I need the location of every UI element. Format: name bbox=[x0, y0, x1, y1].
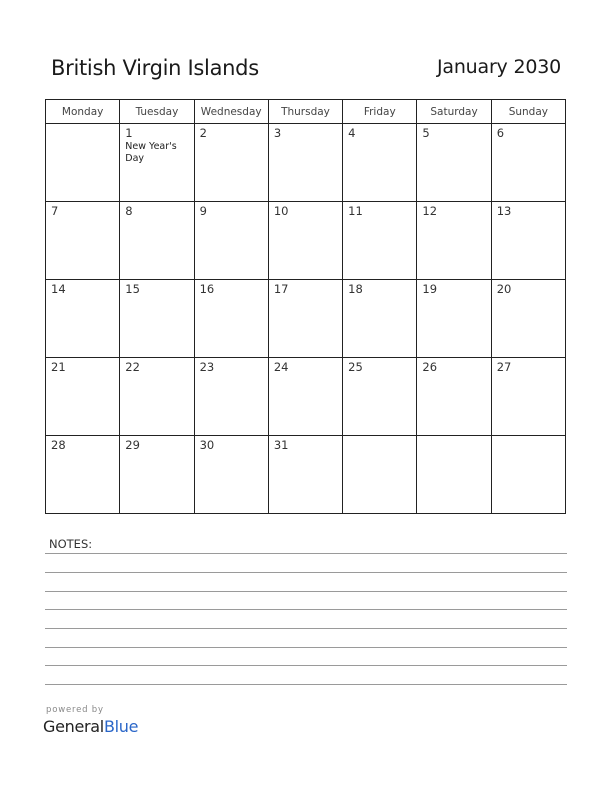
day-number: 6 bbox=[496, 126, 505, 140]
day-number: 12 bbox=[422, 204, 438, 218]
day-number: 14 bbox=[51, 282, 66, 296]
powered-by-text: powered by bbox=[46, 705, 104, 715]
brand-name-blue: Blue bbox=[103, 717, 139, 736]
day-cell bbox=[491, 124, 565, 202]
day-number: 23 bbox=[199, 360, 215, 374]
day-number: 16 bbox=[199, 282, 215, 296]
day-cell bbox=[268, 280, 342, 358]
notes-line bbox=[45, 572, 567, 573]
day-cell bbox=[194, 124, 268, 202]
day-number: 29 bbox=[125, 438, 140, 452]
day-cell bbox=[343, 358, 417, 436]
day-cell bbox=[194, 358, 268, 436]
day-number: 21 bbox=[51, 360, 66, 374]
weekday-header: Thursday bbox=[268, 100, 342, 124]
day-cell bbox=[46, 280, 120, 358]
weekday-header: Sunday bbox=[491, 100, 565, 124]
day-number: 2 bbox=[199, 126, 207, 140]
week-row bbox=[46, 124, 566, 202]
day-cell bbox=[194, 202, 268, 280]
day-number: 13 bbox=[496, 204, 512, 218]
day-number: 7 bbox=[51, 204, 59, 218]
day-cell bbox=[417, 358, 491, 436]
calendar-country-title: British Virgin Islands bbox=[51, 56, 259, 80]
day-number: 24 bbox=[273, 360, 289, 374]
day-number: 15 bbox=[125, 282, 140, 296]
day-number: 27 bbox=[496, 360, 512, 374]
brand-name-general: General bbox=[43, 717, 104, 736]
day-number: 20 bbox=[496, 282, 512, 296]
weekday-header: Monday bbox=[46, 100, 120, 124]
day-cell bbox=[194, 280, 268, 358]
day-number: 19 bbox=[422, 282, 438, 296]
notes-line bbox=[45, 684, 567, 685]
day-number: 30 bbox=[199, 438, 215, 452]
day-cell bbox=[417, 436, 491, 514]
day-number: 1 bbox=[125, 126, 133, 140]
day-number: 31 bbox=[273, 438, 289, 452]
day-cell bbox=[46, 202, 120, 280]
weekday-header-row bbox=[46, 100, 566, 124]
day-number: 28 bbox=[51, 438, 66, 452]
day-cell bbox=[120, 202, 194, 280]
day-number: 4 bbox=[348, 126, 356, 140]
day-number: 5 bbox=[422, 126, 430, 140]
week-row bbox=[46, 280, 566, 358]
day-number: 10 bbox=[273, 204, 289, 218]
day-cell bbox=[343, 436, 417, 514]
calendar-grid bbox=[45, 99, 566, 514]
weekday-header: Friday bbox=[343, 100, 417, 124]
week-row bbox=[46, 358, 566, 436]
day-cell bbox=[268, 358, 342, 436]
week-row bbox=[46, 436, 566, 514]
day-cell bbox=[194, 436, 268, 514]
day-number: 22 bbox=[125, 360, 140, 374]
day-cell bbox=[343, 124, 417, 202]
day-cell bbox=[343, 280, 417, 358]
day-cell bbox=[417, 280, 491, 358]
notes-label: NOTES: bbox=[49, 537, 93, 551]
day-cell bbox=[417, 124, 491, 202]
day-cell bbox=[417, 202, 491, 280]
weekday-header: Saturday bbox=[417, 100, 491, 124]
notes-line bbox=[45, 628, 567, 629]
day-number: 17 bbox=[273, 282, 289, 296]
day-cell bbox=[491, 436, 565, 514]
day-cell bbox=[491, 358, 565, 436]
weekday-header: Wednesday bbox=[194, 100, 268, 124]
day-cell bbox=[491, 202, 565, 280]
day-number: 9 bbox=[199, 204, 207, 218]
notes-line bbox=[45, 647, 567, 648]
day-number: 26 bbox=[422, 360, 438, 374]
week-row bbox=[46, 202, 566, 280]
day-cell bbox=[268, 202, 342, 280]
day-cell bbox=[120, 436, 194, 514]
day-number: 8 bbox=[125, 204, 133, 218]
day-cell bbox=[46, 358, 120, 436]
notes-line bbox=[45, 591, 567, 592]
notes-line bbox=[45, 665, 567, 666]
day-cell bbox=[491, 280, 565, 358]
weekday-header: Tuesday bbox=[120, 100, 194, 124]
day-cell bbox=[268, 436, 342, 514]
day-cell bbox=[120, 124, 194, 202]
notes-line bbox=[45, 609, 567, 610]
day-number: 3 bbox=[273, 126, 282, 140]
day-number: 18 bbox=[348, 282, 363, 296]
calendar-month-title: January 2030 bbox=[436, 56, 561, 78]
day-cell bbox=[120, 358, 194, 436]
day-number: 11 bbox=[348, 204, 363, 218]
day-cell bbox=[343, 202, 417, 280]
generalblue-logo bbox=[43, 717, 138, 736]
day-cell bbox=[120, 280, 194, 358]
day-cell bbox=[268, 124, 342, 202]
day-cell bbox=[46, 436, 120, 514]
notes-line bbox=[45, 553, 567, 554]
day-number: 25 bbox=[348, 360, 363, 374]
day-cell bbox=[46, 124, 120, 202]
holiday-label: New Year's Day bbox=[125, 141, 177, 164]
